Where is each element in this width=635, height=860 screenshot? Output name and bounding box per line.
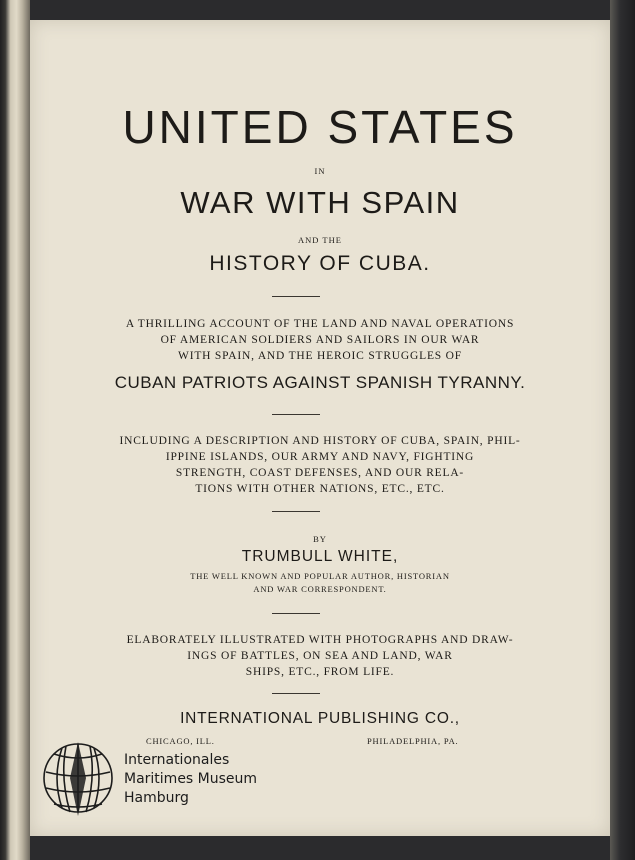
illustrated-line: SHIPS, ETC., FROM LIFE.	[245, 666, 395, 678]
description-line: OF AMERICAN SOLDIERS AND SAILORS IN OUR WAR	[160, 334, 480, 346]
including-line: TIONS WITH OTHER NATIONS, ETC., ETC.	[195, 483, 445, 495]
subtitle: CUBAN PATRIOTS AGAINST SPANISH TYRANNY.	[114, 373, 526, 392]
city-philadelphia: PHILADELPHIA, PA.	[367, 736, 459, 746]
title-connector-in: IN	[314, 166, 326, 176]
author-name: TRUMBULL WHITE,	[241, 548, 399, 565]
description-line: A THRILLING ACCOUNT OF THE LAND AND NAVAL OPERATIONS	[125, 318, 515, 330]
divider-1	[272, 296, 320, 297]
divider-4	[272, 613, 320, 614]
watermark-line: Hamburg	[124, 790, 189, 806]
author-description-line: THE WELL KNOWN AND POPULAR AUTHOR, HISTORIAN	[190, 571, 450, 581]
author-description-line: AND WAR CORRESPONDENT.	[253, 584, 387, 594]
title-line-3: HISTORY OF CUBA.	[209, 252, 431, 275]
illustrated-paragraph	[30, 632, 610, 680]
globe-ship-icon	[40, 738, 116, 818]
title-page	[30, 20, 610, 836]
including-line: IPPINE ISLANDS, OUR ARMY AND NAVY, FIGHTING	[165, 451, 475, 463]
watermark-line: Maritimes Museum	[124, 771, 258, 787]
divider-3	[272, 511, 320, 512]
by-label: BY	[313, 534, 327, 544]
including-paragraph	[30, 433, 610, 497]
description-paragraph	[30, 316, 610, 364]
including-line: STRENGTH, COAST DEFENSES, AND OUR RELA-	[175, 467, 465, 479]
city-chicago: CHICAGO, ILL.	[146, 736, 215, 746]
book-spine-edge	[0, 0, 30, 860]
divider-5	[272, 693, 320, 694]
watermark-line: Internationales	[124, 752, 230, 768]
divider-2	[272, 414, 320, 415]
author-description	[30, 570, 610, 596]
publisher: INTERNATIONAL PUBLISHING CO.,	[180, 710, 460, 727]
background-edge	[610, 0, 635, 860]
illustrated-line: INGS OF BATTLES, ON SEA AND LAND, WAR	[187, 650, 453, 662]
illustrated-line: ELABORATELY ILLUSTRATED WITH PHOTOGRAPHS AND DRAW-	[126, 634, 514, 646]
including-line: INCLUDING A DESCRIPTION AND HISTORY OF CUBA, SPAIN, PHIL-	[119, 435, 521, 447]
museum-watermark	[124, 751, 257, 808]
title-connector-and-the: AND THE	[298, 235, 342, 245]
title-line-2: WAR WITH SPAIN	[180, 185, 460, 220]
description-line: WITH SPAIN, AND THE HEROIC STRUGGLES OF	[178, 350, 462, 362]
title-line-1: UNITED STATES	[122, 101, 518, 153]
